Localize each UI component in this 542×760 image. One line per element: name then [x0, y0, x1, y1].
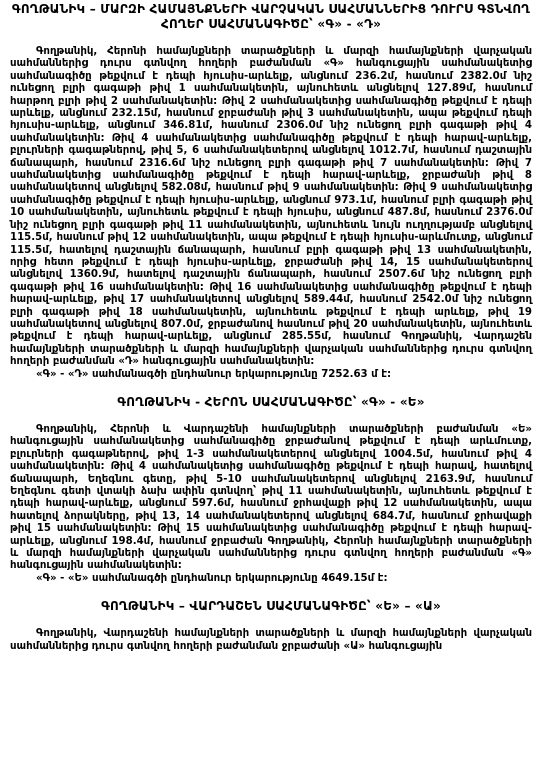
section-2-paragraph: Գողթանիկ, Հերոնի և Վարդաշենի համայնքների տարածքների բաժանման «Ե» հանգուցային սահմանակետից սահմանագիծը ջրբաժանով թեքվում է դեպի արևմուտք, բլուրների գագաթներով, թիվ 1-3 սահմանակետերով անցնելով 1004.5մ, հասնում թիվ 4 սահմանակետին: Թիվ 4 սահմանակետից սահմանագիծը թեքվում է դեպի հարավ, հատելով ճանապարհ, Եղեգնու գետը, թիվ 5-10 սահմանակետերով անցնելով 2163.9մ, հասնում Եղեգնու գետի վտակի ձախ ափին գտնվող՝ թիվ 11 սահմանակետին, այնուհետև թեքվում է դեպի հարավ-արևելք, անցնում 597.6մ, հասնում ջրհավաքի թիվ 12 սահմանակետին, ապա հատելով ձորակները, թիվ 13, 14 սահմանակետերով անցնելով 684.7մ, հասնում ջրհավաքի թիվ 15 սահմանակետին: Թիվ 15 սահմանակետից սահմանագիծը թեքվում է դեպի հարավ-արևելք, անցնում 198.4մ, հասնում ջրբաժան Գողթանիկ, Հերոնի համայնքների տարածքների և մարզի համայնքների վարչական սահմաններից դուրս գտնվող հողերի բաժանման «Գ» հանգուցային սահմանակետին:	[10, 423, 532, 572]
section-1-paragraph: Գողթանիկ, Հերոնի համայնքների տարածքների և մարզի համայնքների վարչական սահմաններից դուրս գտնվող հողերի բաժանման «Գ» հանգուցային սահմանակետից սահմանագիծը թեքվում է դեպի հյուսիս-արևելք, անցնում 236.2մ, հասնում 2382.0մ նիշ ունեցող բլրի գագաթի թիվ 1 սահմանակետին, այնուհետև անցնելով 127.89մ, հասնում հարթող բլրի թիվ 2 սահմանակետին: Թիվ 2 սահմանակետից սահմանագիծը թեքվում է դեպի արևելք, անցնում 232.15մ, հասնում ջրբաժանի թիվ 3 սահմանակետին, ապա թեքվում դեպի հյուսիս-արևելք, անցնում 346.81մ, հասնում 2306.0մ նիշ ունեցող բլրի գագաթի թիվ 4 սահմանակետին: Թիվ 4 սահմանակետից սահմանագիծը թեքվում է դեպի հարավ-արևելք, բլուրների գագաթներով, թիվ 5, 6 սահմանակետերով անցնելով 1012.7մ, հասնում դաշտային ճանապարհ, հասնում 2316.6մ նիշ ունեցող բլրի գագաթի թիվ 7 սահմանակետին: Թիվ 7 սահմանակետից սահմանագիծը թեքվում է դեպի հարավ-արևելք, ջրբաժանի թիվ 8 սահմանակետով անցնելով 582.08մ, հասնում թիվ 9 սահմանակետին: Թիվ 9 սահմանակետից սահմանագիծը թեքվում է դեպի հյուսիս-արևելք, անցնում 973.1մ, հասնում բլրի գագաթի թիվ 10 սահմանակետին, այնուհետև թեքվում է դեպի հյուսիս, անցնում 487.8մ, հասնում 2376.0մ նիշ ունեցող բլրի գագաթի թիվ 11 սահմանակետին, այնուհետև նույն ուղղությամբ անցնելով 115.5մ, հասնում թիվ 12 սահմանակետին, ապա թեքվում է դեպի հյուսիս-արևմուտք, անցնում 115.5մ, հատելով դաշտային ճանապարհ, հասնում բլրի գագաթի թիվ 13 սահմանակետին, որից հետո թեքվում է դեպի հյուսիս-արևելք, ջրբաժանի թիվ 14, 15 սահմանակետերով անցնելով 1360.9մ, հատելով դաշտային ճանապարհ, հասնում 2507.6մ նիշ ունեցող բլրի գագաթի թիվ 16 սահմանակետին: Թիվ 16 սահմանակետից սահմանագիծը թեքվում է դեպի հարավ-արևելք, թիվ 17 սահմանակետով անցնելով 589.44մ, հասնում 2542.0մ նիշ ունեցող բլրի գագաթի թիվ 18 սահմանակետին, այնուհետև թեքվում է դեպի արևելք, թիվ 19 սահմանակետով անցնելով 807.0մ, ջրբաժանով հասնում թիվ 20 սահմանակետին, այնուհետև թեքվում է դեպի հարավ-արևելք, անցնում 285.55մ, հասնում Գողթանիկ, Վարդաշեն համայնքների տարածքների և մարզի համայնքների վարչական սահմաններից դուրս գտնվող հողերի բաժանման «Դ» հանգուցային սահմանակետին:	[10, 46, 532, 368]
section-2-heading: ԳՈՂԹԱՆԻԿ - ՀԵՐՈՆ ՍԱՀՄԱՆԱԳԻԾԸ՝ «Գ» - «Ե»	[117, 394, 425, 409]
section-3-paragraph: Գողթանիկ, Վարդաշենի համայնքների տարածքների և մարզի համայնքների վարչական սահմաններից դուրս գտնվող հողերի բաժանման ջրբաժանի «Ա» հանգուցային	[10, 628, 532, 652]
section-1-total: «Գ» - «Դ» սահմանագծի ընդհանուր երկարությունը 7252.63 մ է:	[36, 368, 392, 380]
document-title: ԳՈՂԹԱՆԻԿ – ՄԱՐԶԻ ՀԱՄԱՅՆՔՆԵՐԻ ՎԱՐՉԱԿԱՆ ՍԱՀՄԱՆՆԵՐԻՑ ԴՈՒՐՍ ԳՏՆՎՈՂ ՀՈՂԵՐ ՍԱՀՄԱՆԱԳԻԾԸ՝ «Գ» - «Դ»	[11, 2, 531, 31]
section-3-heading: ԳՈՂԹԱՆԻԿ – ՎԱՐԴԱՇԵՆ ՍԱՀՄԱՆԱԳԻԾԸ՝ «Ե» – «Ա»	[101, 599, 441, 614]
section-2-total: «Գ» - «Ե» սահմանագծի ընդհանուր երկարությունը 4649.15մ է:	[36, 572, 388, 584]
